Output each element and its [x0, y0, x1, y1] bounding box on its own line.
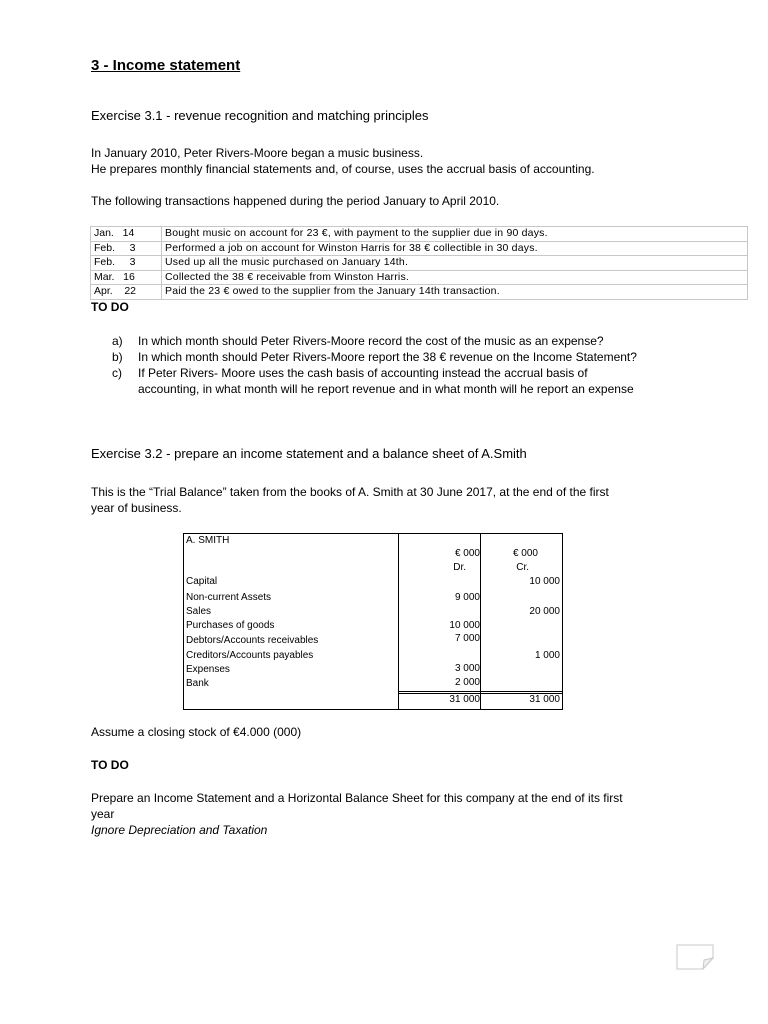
dr-currency-header: € 000: [454, 548, 480, 559]
ignore-note: Ignore Depreciation and Taxation: [91, 823, 268, 837]
row-dr-value: 7 000: [454, 633, 480, 644]
list-item-text: In which month should Peter Rivers-Moore record the cost of the music as an expense?: [138, 334, 604, 348]
exercise-3-1-intro-line-2: He prepares monthly financial statements and, of course, uses the accrual basis of accounting.: [91, 162, 595, 176]
list-item: [112, 349, 652, 365]
cr-currency-header: € 000: [512, 548, 538, 559]
trial-balance-name: A. SMITH: [186, 535, 230, 546]
exercise-3-2-intro-line-2: year of business.: [91, 501, 182, 515]
total-rule: [398, 691, 562, 692]
row-label: Bank: [186, 678, 209, 689]
trial-balance-table: [183, 533, 563, 710]
transaction-date: Feb. 3: [91, 241, 162, 256]
list-marker: a): [112, 334, 123, 348]
row-cr-value: 20 000: [529, 606, 560, 617]
row-label: Sales: [186, 606, 212, 617]
row-cr-value: 1 000: [534, 650, 560, 661]
total-dr-value: 31 000: [449, 694, 480, 705]
list-item: [112, 365, 652, 397]
closing-stock-note: Assume a closing stock of €4.000 (000): [91, 725, 302, 739]
list-marker: c): [112, 366, 122, 380]
exercise-3-1-heading: Exercise 3.1 - revenue recognition and matching principles: [91, 108, 429, 123]
row-label: Expenses: [186, 664, 230, 675]
transaction-description: Bought music on account for 23 €, with payment to the supplier due in 90 days.: [162, 227, 748, 242]
list-item: [112, 333, 652, 349]
table-row: [91, 270, 748, 285]
list-marker: b): [112, 350, 123, 364]
transaction-date: Feb. 3: [91, 256, 162, 271]
table-row: [91, 227, 748, 242]
task-line-2: year: [91, 807, 115, 821]
column-divider: [398, 534, 399, 709]
row-label: Non-current Assets: [186, 592, 272, 603]
row-label: Capital: [186, 576, 218, 587]
row-cr-value: 10 000: [529, 576, 560, 587]
exercise-3-1-intro-line-1: In January 2010, Peter Rivers-Moore began a music business.: [91, 146, 424, 160]
cr-header: Cr.: [516, 562, 529, 573]
row-dr-value: 10 000: [449, 620, 480, 631]
task-line-1: Prepare an Income Statement and a Horizontal Balance Sheet for this company at the end of its first: [91, 791, 623, 805]
page-title: 3 - Income statement: [91, 57, 241, 74]
transaction-description: Used up all the music purchased on January 14th.: [162, 256, 748, 271]
todo-label: TO DO: [91, 300, 129, 314]
row-label: Creditors/Accounts payables: [186, 650, 314, 661]
total-cr-value: 31 000: [529, 694, 560, 705]
transaction-description: Paid the 23 € owed to the supplier from the January 14th transaction.: [162, 285, 748, 300]
transaction-description: Collected the 38 € receivable from Winston Harris.: [162, 270, 748, 285]
row-label: Purchases of goods: [186, 620, 275, 631]
transaction-description: Performed a job on account for Winston Harris for 38 € collectible in 30 days.: [162, 241, 748, 256]
table-row: [91, 256, 748, 271]
list-item-text: If Peter Rivers- Moore uses the cash basis of accounting instead the accrual basis of accounting, in what month will he report revenue and in what month will he report an expense: [138, 366, 634, 396]
row-dr-value: 3 000: [454, 663, 480, 674]
exercise-3-2-heading: Exercise 3.2 - prepare an income statement and a balance sheet of A.Smith: [91, 446, 527, 461]
column-divider: [480, 534, 481, 709]
transaction-date: Mar. 16: [91, 270, 162, 285]
page-corner-icon: [676, 944, 714, 970]
table-row: [91, 285, 748, 300]
exercise-3-2-intro-line-1: This is the “Trial Balance” taken from the books of A. Smith at 30 June 2017, at the end of the first: [91, 485, 609, 499]
row-label: Debtors/Accounts receivables: [186, 635, 319, 646]
dr-header: Dr.: [453, 562, 466, 573]
transaction-date: Jan. 14: [91, 227, 162, 242]
todo-label-2: TO DO: [91, 758, 129, 772]
transactions-table: [90, 226, 748, 300]
transaction-date: Apr. 22: [91, 285, 162, 300]
list-item-text: In which month should Peter Rivers-Moore report the 38 € revenue on the Income Statement?: [138, 350, 637, 364]
todo-list: [112, 333, 652, 397]
table-row: [91, 241, 748, 256]
row-dr-value: 9 000: [454, 592, 480, 603]
row-dr-value: 2 000: [454, 677, 480, 688]
transactions-intro: The following transactions happened during the period January to April 2010.: [91, 194, 500, 208]
